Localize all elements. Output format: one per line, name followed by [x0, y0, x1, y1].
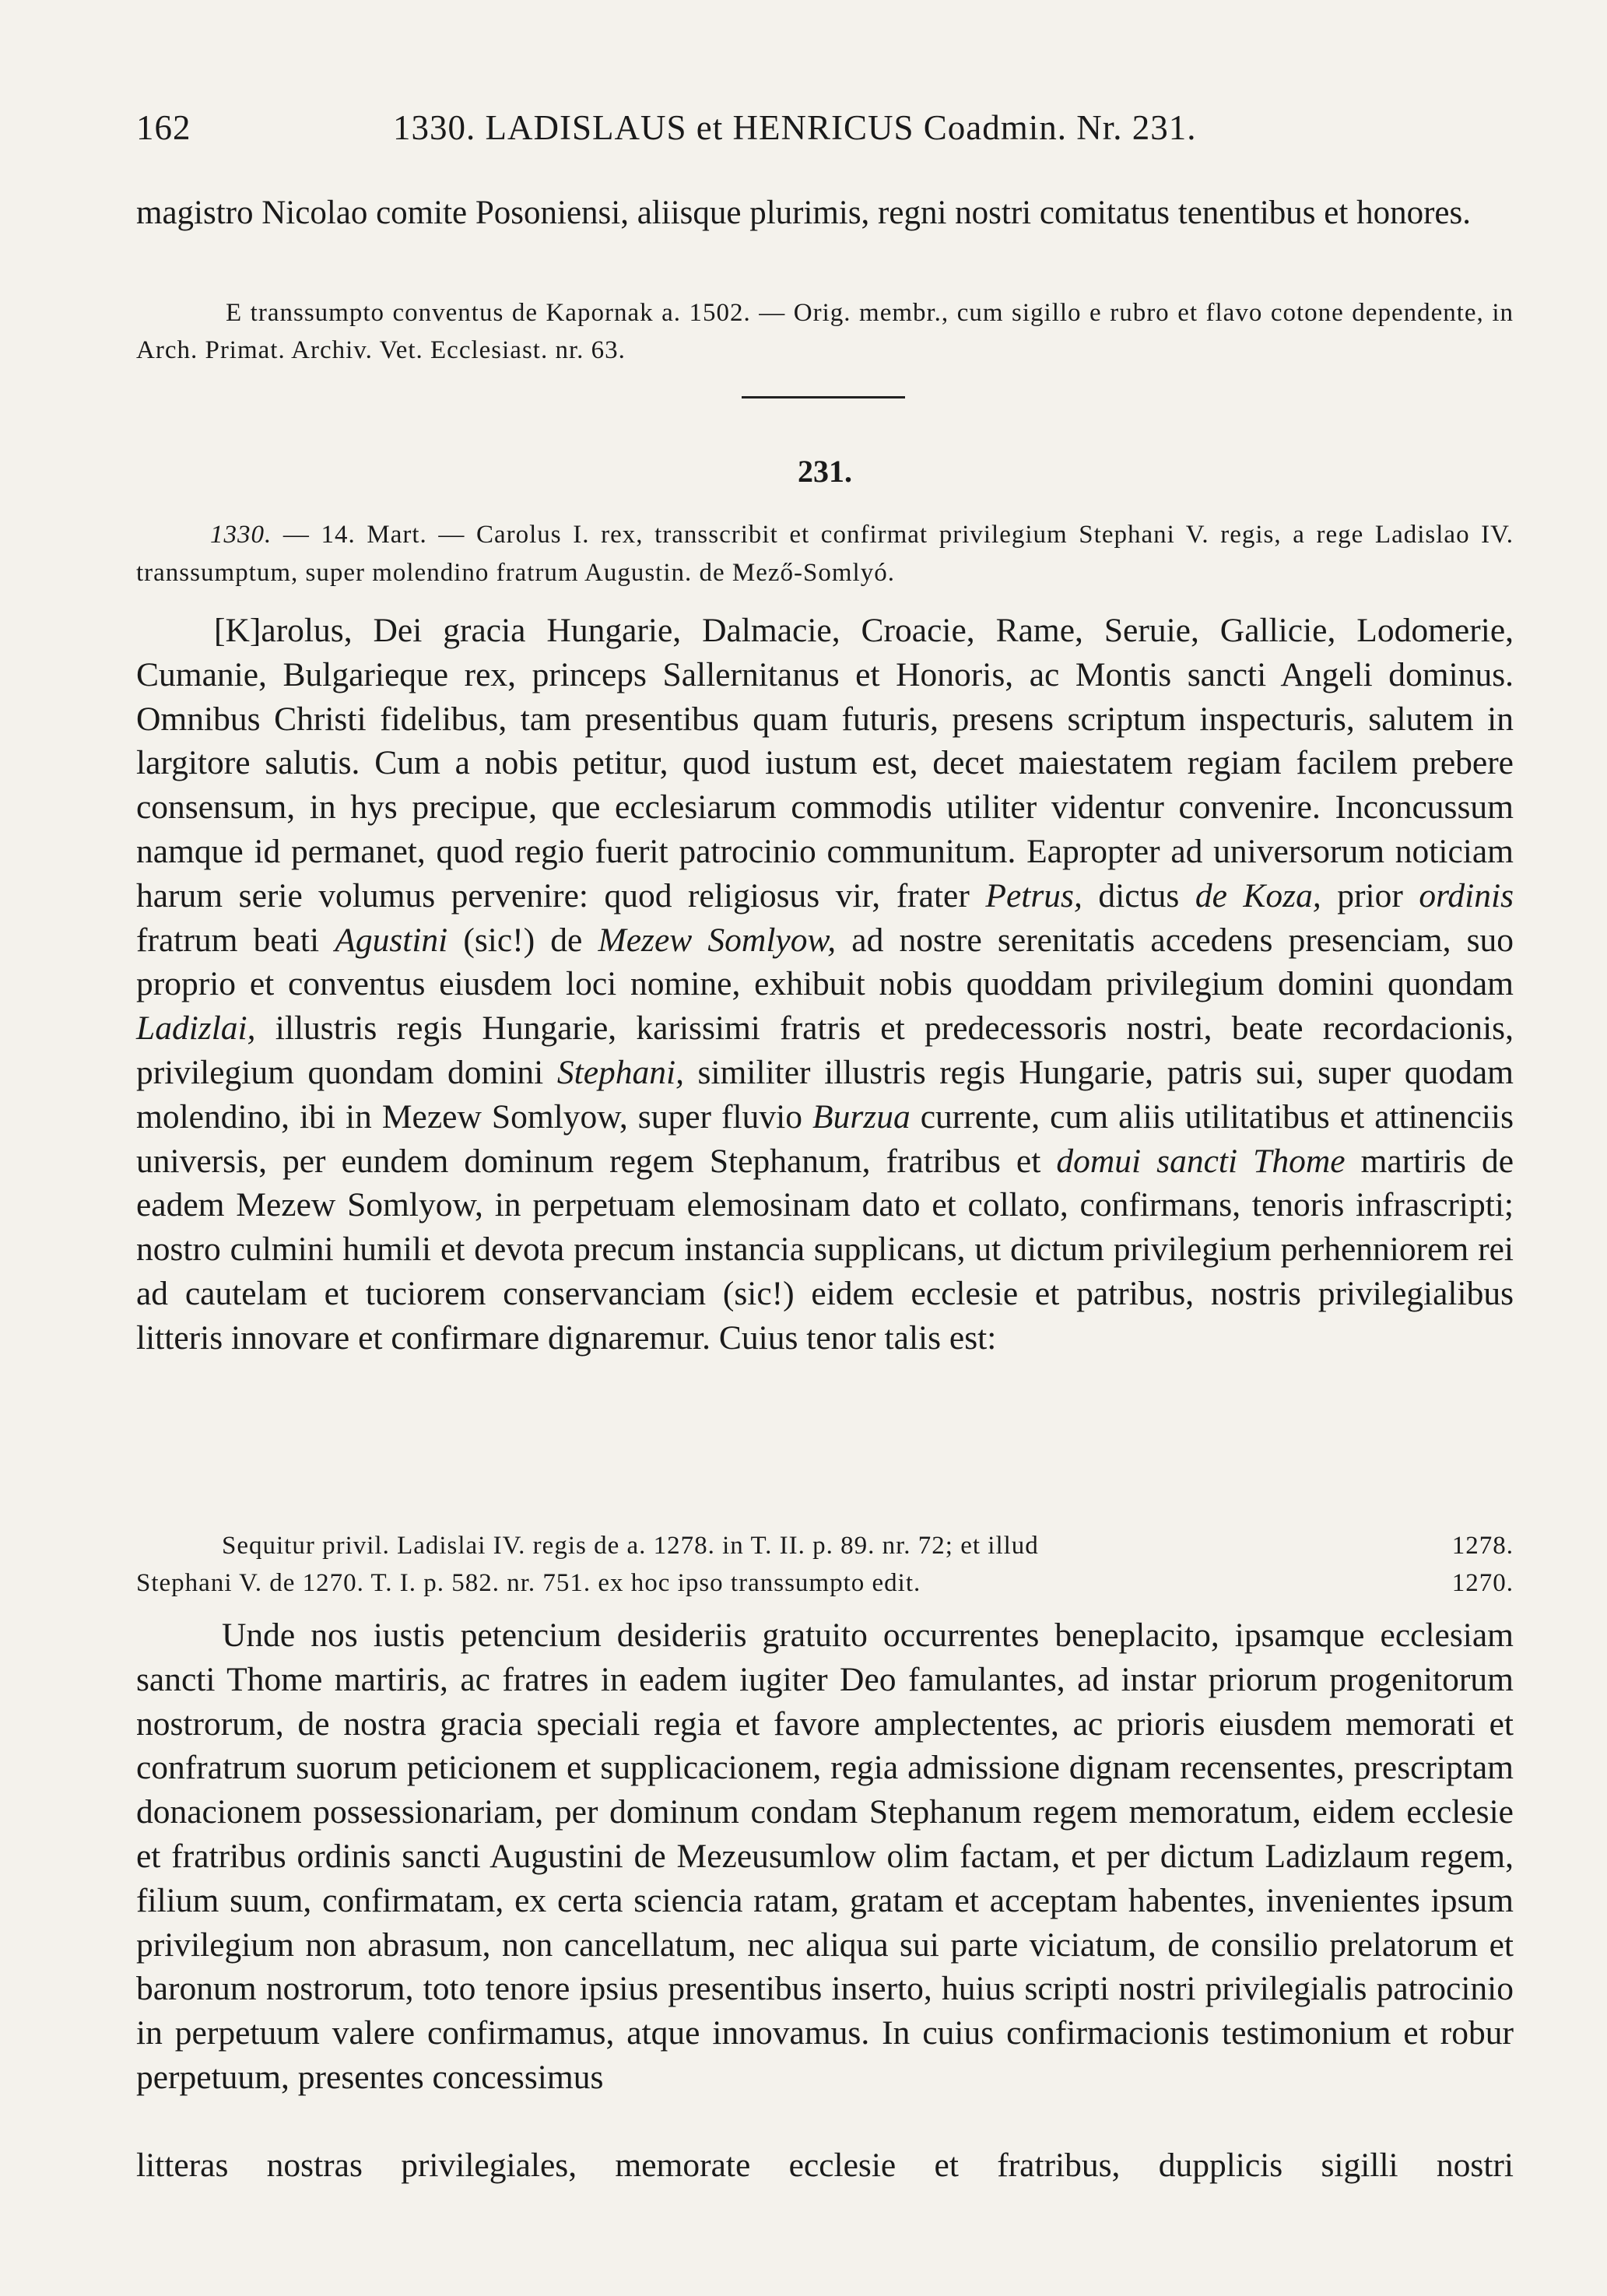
name-agustini: Agustini [335, 921, 448, 959]
continuation-text: magistro Nicolao comite Posoniensi, aliisque plurimis, regni nostri comitatus tenentibus et honores. [136, 195, 1471, 231]
sequitur-line [136, 1527, 1514, 1564]
charter-last-line: litteras nostras privilegiales, memorate ecclesie et fratribus, dupplicis sigilli nostri [136, 2147, 1514, 2184]
source-note: E transsumpto conventus de Kapornak a. 1502. — Orig. membr., cum sigillo e rubro et flavo cotone dependente, in Arch. Primat. Archiv. Vet. Ecclesiast. nr. 63. [136, 299, 1514, 364]
page-number: 162 [136, 108, 191, 147]
sequitur-text: Sequitur privil. Ladislai IV. regis de a. 1278. in T. II. p. 89. nr. 72; et illud [222, 1532, 1039, 1560]
body-text: prior [1321, 876, 1419, 915]
body-text: fratrum beati [136, 921, 335, 959]
margin-year: 1270. [1451, 1569, 1514, 1597]
place-mezew-somlyow: Mezew Somlyow, [598, 921, 837, 959]
sequitur-line [136, 1564, 1514, 1602]
river-burzua: Burzua [812, 1097, 911, 1136]
body-text: (sic!) de [447, 921, 598, 959]
page [136, 0, 1514, 2296]
regest-text: — 14. Mart. — Carolus I. rex, transscribit et confirmat privilegium Stephani V. regis, a rege Ladislao IV. transsumptum, super molendino fratrum Augustin. de Mező-Somlyó. [136, 521, 1514, 587]
sequitur-text: Stephani V. de 1270. T. I. p. 582. nr. 751. ex hoc ipso transsumpto edit. [136, 1569, 921, 1597]
margin-year: 1278. [1451, 1532, 1514, 1560]
regest-date: 1330. [210, 521, 272, 549]
running-header [136, 107, 1514, 154]
section-divider [742, 396, 905, 398]
body-text: illustris regis Hungarie, karissimi fratris et predecessoris nostri, beate recordacionis, privilegium quondam domini [136, 1009, 1514, 1091]
body-text: ad nostre serenitatis accedens presenciam, suo proprio et conventus eiusdem loci nomine, exhibuit nobis quoddam privilegium domini quondam [136, 921, 1514, 1003]
sequitur-note [136, 1527, 1514, 1602]
running-title: 1330. LADISLAUS et HENRICUS Coadmin. Nr. 231. [393, 108, 1197, 147]
regest [136, 516, 1514, 592]
body-text: [K]arolus, Dei gracia Hungarie, Dalmacie, Croacie, Rame, Seruie, Gallicie, Lodomerie, Cumanie, Bulgarieque rex, princeps Sallernitanus et Honoris, ac Montis sancti Angeli dominus. Omnibus Christi fidelibus, tam presentibus quam futuris, presens scriptum inspecturis, salutem in largitore salutis. Cum a nobis petitur, quod iustum est, decet maiestatem regiam facilem prebere consensum, in hys precipue, que ecclesiarum commodis utiliter videntur convenire. Inconcussum namque id permanet, quod regio fuerit patrocinio communitum. Eapropter ad universorum noticiam harum serie volumus pervenire: quod religiosus vir, frater [136, 612, 1514, 915]
name-de-koza: de Koza, [1195, 876, 1321, 915]
name-petrus: Petrus, [985, 876, 1082, 915]
charter-continuation: Unde nos iustis petencium desideriis gratuito occurrentes beneplacito, ipsamque ecclesiam sancti Thome martiris, ac fratres in eadem iugiter Deo famulantes, ad instar priorum progenitorum nostrorum, de nostra gracia speciali regia et favore amplectentes, ac prioris eiusdem memorati et confratrum suorum peticionem et supplicacionem, regia admissione dignam recensentes, prescriptam donacionem possessionariam, per dominum condam Stephanum regem memoratum, eidem ecclesie et fratribus ordinis sancti Augustini de Mezeusumlow olim factam, et per dictum Ladizlaum regem, filium suum, confirmatam, ex certa sciencia ratam, gratam et acceptam habentes, invenientes ipsum privilegium non abrasum, non cancellatum, nec aliqua sui parte viciatum, de consilio prelatorum et baronum nostrorum, toto tenore ipsius presentibus inserto, huius scripti nostri privilegialis patrocinio in perpetuum valere confirmamus, atque innovamus. In cuius confirmacionis testimonium et robur perpetuum, presentes concessimus [136, 1617, 1514, 2096]
body-text: similiter illustris regis Hungarie, patris sui, super quodam molendino, ibi in Mezew Somlyow, super fluvio [136, 1053, 1514, 1136]
name-ladizlai: Ladizlai, [136, 1009, 256, 1048]
domui-sancti-thome: domui sancti Thome [1056, 1142, 1346, 1180]
body-text: currente, cum aliis utilitatibus et attinenciis universis, per eundem dominum regem Stephanum, fratribus et [136, 1097, 1514, 1180]
document-number: 231. [798, 454, 852, 489]
body-text: dictus [1082, 876, 1195, 915]
word-ordinis: ordinis [1419, 876, 1514, 915]
body-text: martiris de eadem Mezew Somlyow, in perpetuam elemosinam dato et collato, confirmans, tenoris infrascripti; nostro culmini humili et devota precum instancia supplicans, ut dictum privilegium perhenniorem rei ad cautelam et tuciorem conservanciam (sic!) eidem ecclesie et patribus, nostris privilegialibus litteris innovare et confirmare dignaremur. Cuius tenor talis est: [136, 1142, 1514, 1357]
name-stephani: Stephani, [556, 1053, 684, 1091]
charter-body [136, 609, 1514, 1360]
